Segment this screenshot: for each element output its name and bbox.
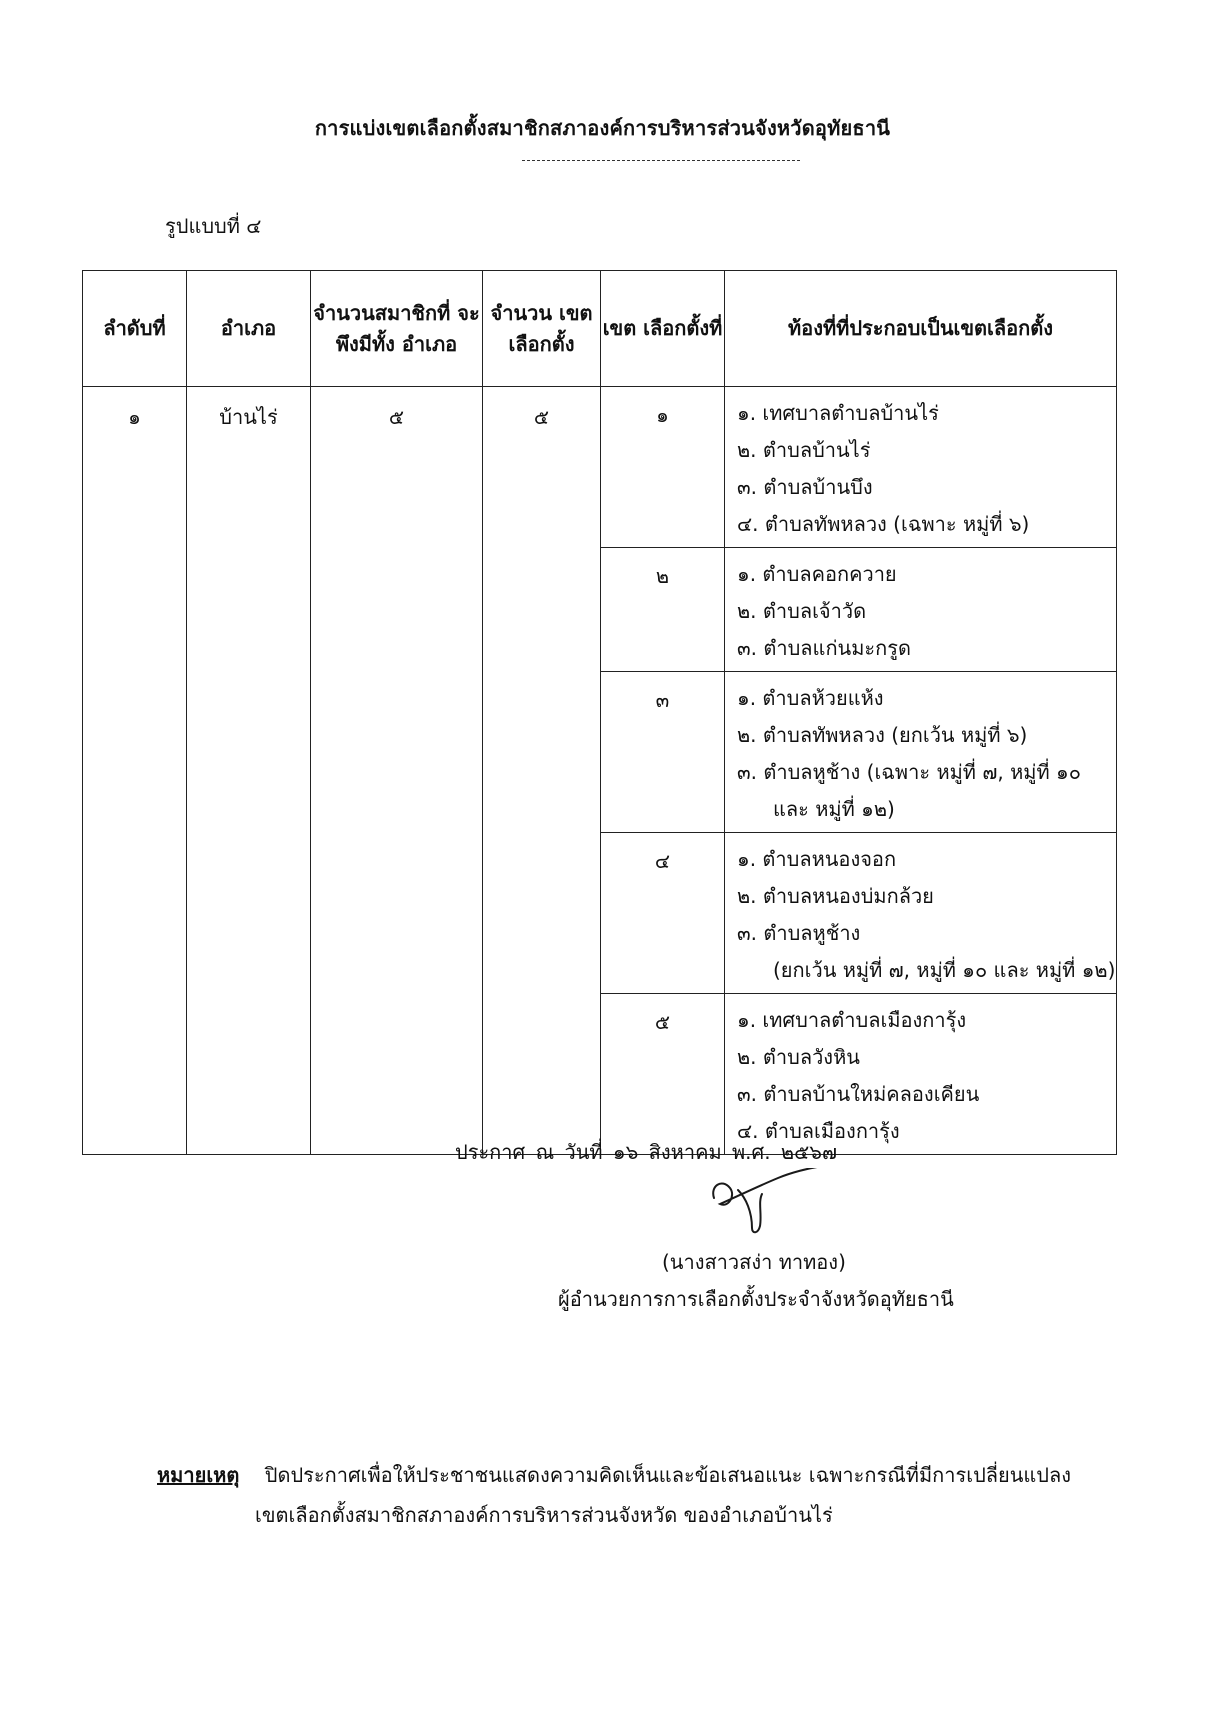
footnote-label: หมายเหตุ <box>157 1463 240 1487</box>
zone-areas <box>725 387 1117 548</box>
zone-areas <box>725 994 1117 1155</box>
area-line: ๓. ตำบลหูช้าง <box>737 921 861 945</box>
area-line: ๒. ตำบลหนองบ่มกล้วย <box>737 884 934 908</box>
zone-number: ๑ <box>601 387 725 548</box>
table-header-row <box>83 271 1117 387</box>
area-line: ๒. ตำบลเจ้าวัด <box>737 599 867 623</box>
title-divider <box>522 160 800 161</box>
form-label: รูปแบบที่ ๔ <box>165 214 262 238</box>
area-line: ๔. ตำบลเมืองการุ้ง <box>737 1119 900 1143</box>
document-title: การแบ่งเขตเลือกตั้งสมาชิกสภาองค์การบริหารส่วนจังหวัดอุทัยธานี <box>314 116 891 140</box>
zone-areas <box>725 672 1117 833</box>
area-line: ๑. เทศบาลตำบลบ้านไร่ <box>737 401 939 425</box>
footnote-text-line2: เขตเลือกตั้งสมาชิกสภาองค์การบริหารส่วนจังหวัด ของอำเภอบ้านไร่ <box>255 1503 833 1527</box>
zone-number: ๒ <box>601 548 725 672</box>
header-order: ลำดับที่ <box>83 271 187 387</box>
area-line: ๑. ตำบลห้วยแห้ง <box>737 686 884 710</box>
footnote <box>157 1455 1117 1535</box>
zone-areas <box>725 548 1117 672</box>
area-line: ๑. ตำบลหนองจอก <box>737 847 897 871</box>
area-line: (ยกเว้น หมู่ที่ ๗, หมู่ที่ ๑๐ และ หมู่ที่ ๑๒) <box>773 958 1116 982</box>
area-line: ๓. ตำบลบ้านบึง <box>737 475 873 499</box>
area-line: ๒. ตำบลบ้านไร่ <box>737 438 871 462</box>
area-line: ๓. ตำบลหูช้าง (เฉพาะ หมู่ที่ ๗, หมู่ที่ ๑๐ <box>737 760 1081 784</box>
header-zones-count: จำนวน เขต เลือกตั้ง <box>483 271 601 387</box>
footnote-text-line1: ปิดประกาศเพื่อให้ประชาชนแสดงความคิดเห็นและข้อเสนอแนะ เฉพาะกรณีที่มีการเปลี่ยนแปลง <box>264 1463 1072 1487</box>
zone-number: ๕ <box>601 994 725 1155</box>
signer-name: (นางสาวสง่า ทาทอง) <box>662 1250 846 1274</box>
header-district: อำเภอ <box>187 271 311 387</box>
area-line: ๒. ตำบลวังหิน <box>737 1045 860 1069</box>
area-line: ๔. ตำบลทัพหลวง (เฉพาะ หมู่ที่ ๖) <box>737 512 1030 536</box>
cell-order: ๑ <box>83 387 187 1155</box>
zone-number: ๔ <box>601 833 725 994</box>
area-line: ๓. ตำบลแก่นมะกรูด <box>737 636 911 660</box>
header-areas: ท้องที่ที่ประกอบเป็นเขตเลือกตั้ง <box>725 271 1117 387</box>
area-line: ๒. ตำบลทัพหลวง (ยกเว้น หมู่ที่ ๖) <box>737 723 1028 747</box>
zone-areas <box>725 833 1117 994</box>
zoning-table <box>82 270 1117 1155</box>
header-members: จำนวนสมาชิกที่ จะพึงมีทั้ง อำเภอ <box>311 271 483 387</box>
area-line: ๑. เทศบาลตำบลเมืองการุ้ง <box>737 1008 967 1032</box>
zone-number: ๓ <box>601 672 725 833</box>
cell-members: ๕ <box>311 387 483 1155</box>
area-line: ๑. ตำบลคอกควาย <box>737 562 897 586</box>
area-line: ๓. ตำบลบ้านใหม่คลองเคียน <box>737 1082 980 1106</box>
signer-title: ผู้อำนวยการการเลือกตั้งประจำจังหวัดอุทัยธานี <box>558 1287 954 1311</box>
announcement-date: ประกาศ ณ วันที่ ๑๖ สิงหาคม พ.ศ. ๒๕๖๗ <box>455 1140 837 1164</box>
area-line: และ หมู่ที่ ๑๒) <box>773 797 895 821</box>
table-row <box>83 387 1117 548</box>
signature-image <box>708 1168 828 1238</box>
cell-district: บ้านไร่ <box>187 387 311 1155</box>
header-zone-no: เขต เลือกตั้งที่ <box>601 271 725 387</box>
cell-zones-count: ๕ <box>483 387 601 1155</box>
